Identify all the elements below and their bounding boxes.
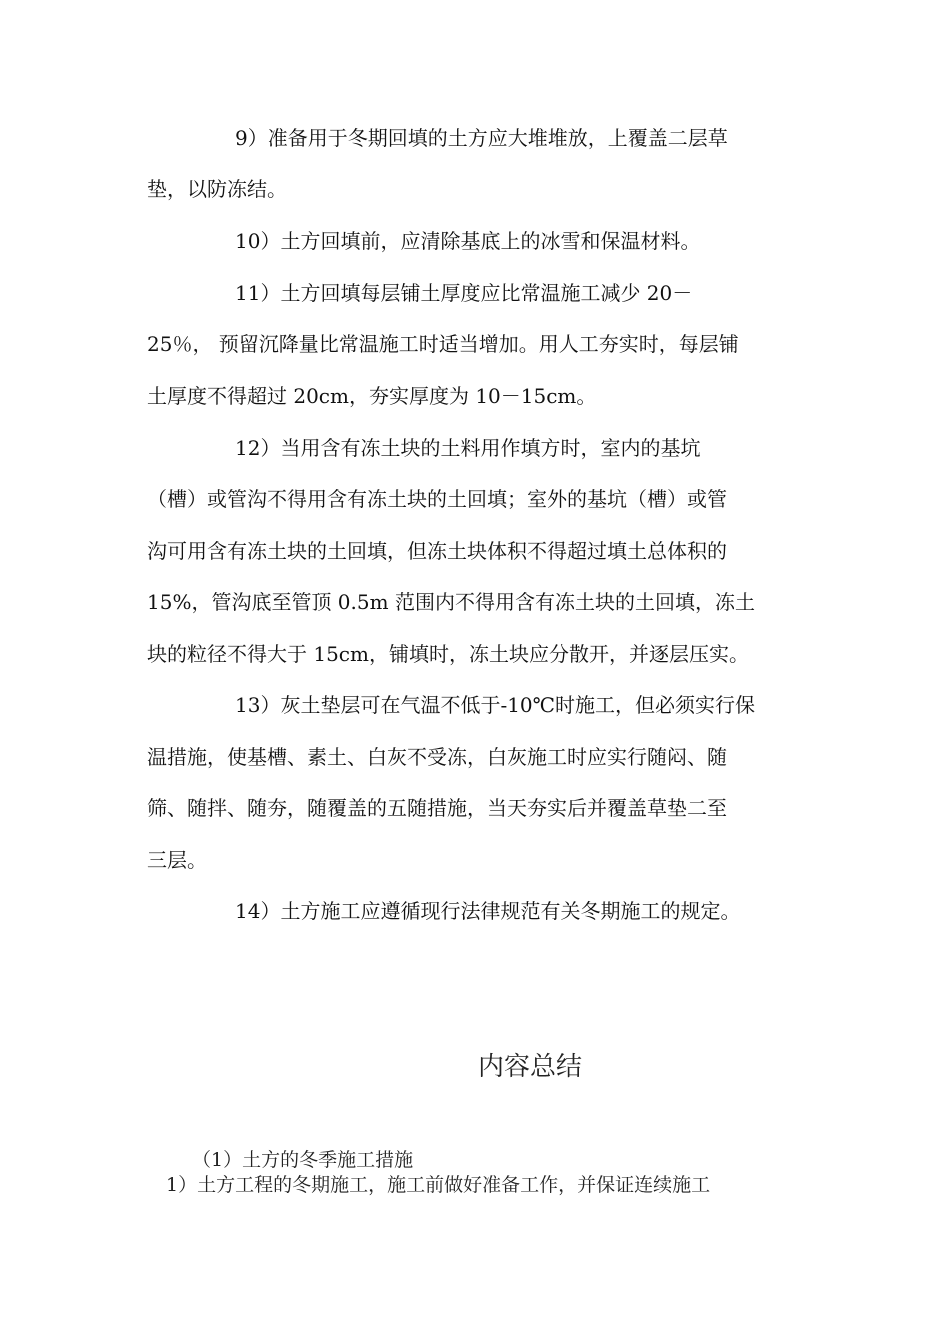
- paragraph-9-line-1: 9）准备用于冬期回填的土方应大堆堆放，上覆盖二层草: [235, 126, 728, 150]
- paragraph-13-line-4: 三层。: [147, 848, 207, 872]
- summary-item-1: （1）土方的冬季施工措施: [192, 1149, 414, 1171]
- paragraph-13-line-3: 筛、随拌、随夯，随覆盖的五随措施，当天夯实后并覆盖草垫二至: [147, 796, 727, 820]
- paragraph-12-line-1: 12）当用含有冻土块的土料用作填方时，室内的基坑: [235, 436, 701, 460]
- paragraph-11-line-2: 25％， 预留沉降量比常温施工时适当增加。用人工夯实时，每层铺: [147, 332, 739, 356]
- paragraph-14-line-1: 14）土方施工应遵循现行法律规范有关冬期施工的规定。: [235, 899, 741, 923]
- paragraph-12-line-3: 沟可用含有冻土块的土回填，但冻土块体积不得超过填土总体积的: [147, 539, 727, 563]
- paragraph-9-line-2: 垫，以防冻结。: [147, 177, 287, 201]
- paragraph-11-line-1: 11）土方回填每层铺土厚度应比常温施工减少 20－: [235, 281, 693, 305]
- paragraph-13-line-1: 13）灰土垫层可在气温不低于-10℃时施工，但必须实行保: [235, 693, 756, 717]
- paragraph-12-line-5: 块的粒径不得大于 15cm，铺填时，冻土块应分散开，并逐层压实。: [147, 642, 749, 666]
- paragraph-12-line-2: （槽）或管沟不得用含有冻土块的土回填；室外的基坑（槽）或管: [147, 487, 727, 511]
- paragraph-13-line-2: 温措施，使基槽、素土、白灰不受冻，白灰施工时应实行随闷、随: [147, 745, 727, 769]
- paragraph-11-line-3: 土厚度不得超过 20cm，夯实厚度为 10－15cm。: [147, 384, 597, 408]
- summary-heading: 内容总结: [477, 1052, 582, 1082]
- paragraph-12-line-4: 15%，管沟底至管顶 0.5m 范围内不得用含有冻土块的土回填，冻土: [147, 590, 755, 614]
- paragraph-10-line-1: 10）土方回填前，应清除基底上的冰雪和保温材料。: [235, 229, 701, 253]
- summary-item-2: 1）土方工程的冬期施工，施工前做好准备工作，并保证连续施工: [166, 1174, 711, 1196]
